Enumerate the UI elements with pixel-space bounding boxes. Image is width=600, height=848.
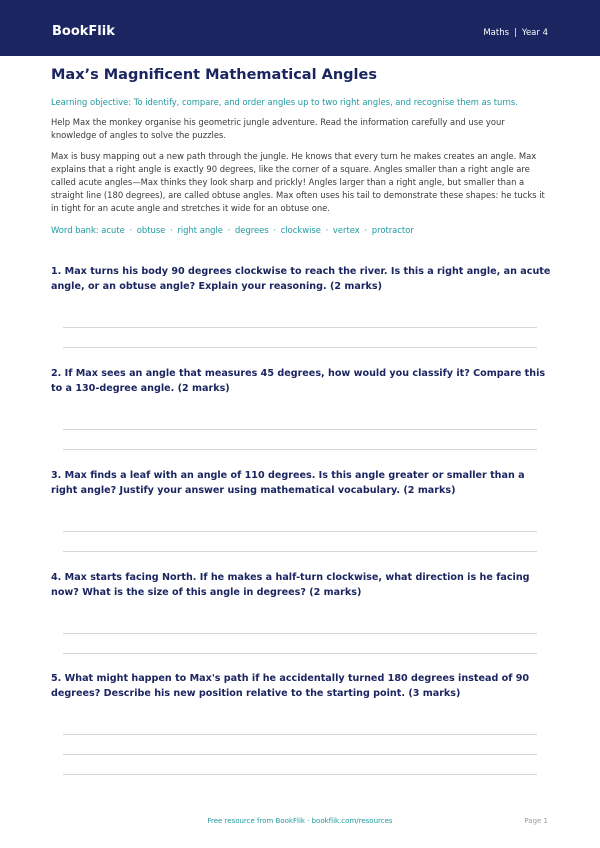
page-number: Page 1	[524, 817, 548, 825]
word-bank-label: Word bank:	[51, 225, 99, 235]
answer-line[interactable]	[63, 327, 537, 328]
word-bank	[51, 224, 551, 236]
word-bank-separator: ·	[325, 225, 329, 235]
word-bank-separator: ·	[227, 225, 231, 235]
word-bank-word: right angle	[177, 225, 223, 235]
answer-line[interactable]	[63, 734, 537, 735]
answer-line[interactable]	[63, 754, 537, 755]
answer-line[interactable]	[63, 551, 537, 552]
word-bank-word: vertex	[332, 225, 360, 235]
word-bank-word: obtuse	[136, 225, 166, 235]
year-label: Year 4	[521, 28, 548, 38]
word-bank-separator: ·	[170, 225, 173, 235]
question-1: 1. Max turns his body 90 degrees clockwise to reach the river. Is this a right angle, an acute angle, or an obtuse angle? Explain your reasoning. (2 marks)	[51, 266, 551, 292]
word-bank-separator: ·	[364, 225, 368, 235]
answer-line[interactable]	[63, 531, 537, 532]
word-bank-separator: ·	[273, 225, 277, 235]
question-3: 3. Max finds a leaf with an angle of 110 degrees. Is this angle greater or smaller than a right angle? Justify your answer using mathematical vocabulary. (2 marks)	[51, 470, 525, 496]
intro-paragraph: Help Max the monkey organise his geometric jungle adventure. Read the information carefully and use your knowledge of angles to solve the puzzles.	[51, 117, 505, 140]
question-2: 2. If Max sees an angle that measures 45 degrees, how would you classify it? Compare this to a 130-degree angle. (2 marks)	[51, 368, 546, 394]
question-5: 5. What might happen to Max's path if he accidentally turned 180 degrees instead of 90 degrees? Describe his new position relative to the starting point. (3 marks)	[51, 673, 530, 699]
answer-line[interactable]	[63, 347, 537, 348]
word-bank-word: clockwise	[280, 225, 321, 235]
question-4: 4. Max starts facing North. If he makes a half-turn clockwise, what direction is he facing now? What is the size of this angle in degrees? (2 marks)	[51, 572, 530, 598]
word-bank-word: protractor	[371, 225, 414, 235]
word-bank-word: acute	[101, 225, 125, 235]
header-bar	[0, 0, 600, 56]
answer-line[interactable]	[63, 774, 537, 775]
page-title: Max’s Magnificent Mathematical Angles	[51, 67, 377, 83]
word-bank-separator: ·	[129, 225, 133, 235]
worksheet-intro	[51, 66, 551, 236]
answer-line[interactable]	[63, 449, 537, 450]
word-bank-word: degrees	[234, 225, 269, 235]
answer-line[interactable]	[63, 633, 537, 634]
subject-label: Maths	[483, 28, 510, 38]
answer-line[interactable]	[63, 429, 537, 430]
answer-line[interactable]	[63, 653, 537, 654]
brand-logo-text[interactable]: BookFlik	[52, 24, 115, 39]
header-meta	[483, 27, 548, 39]
footer-credit[interactable]: Free resource from BookFlik · bookflik.com/resources	[207, 817, 393, 825]
passage-paragraph: Max is busy mapping out a new path through the jungle. He knows that every turn he makes creates an angle. Max explains that a right angle is exactly 90 degrees, like the corner of a square. Angles smaller than a right angle are called acute angles—Max thinks they look sharp and prickly! Angles larger than a right angle, but smaller than a straight line (180 degrees), are called obtuse angles. Max often uses his tail to demonstrate these shapes: he tucks it in tight for an acute angle and stretches it wide for an obtuse one.	[51, 151, 545, 213]
meta-separator: |	[514, 28, 517, 38]
learning-objective: Learning objective: To identify, compare, and order angles up to two right angles, and recognise them as turns.	[51, 97, 518, 107]
